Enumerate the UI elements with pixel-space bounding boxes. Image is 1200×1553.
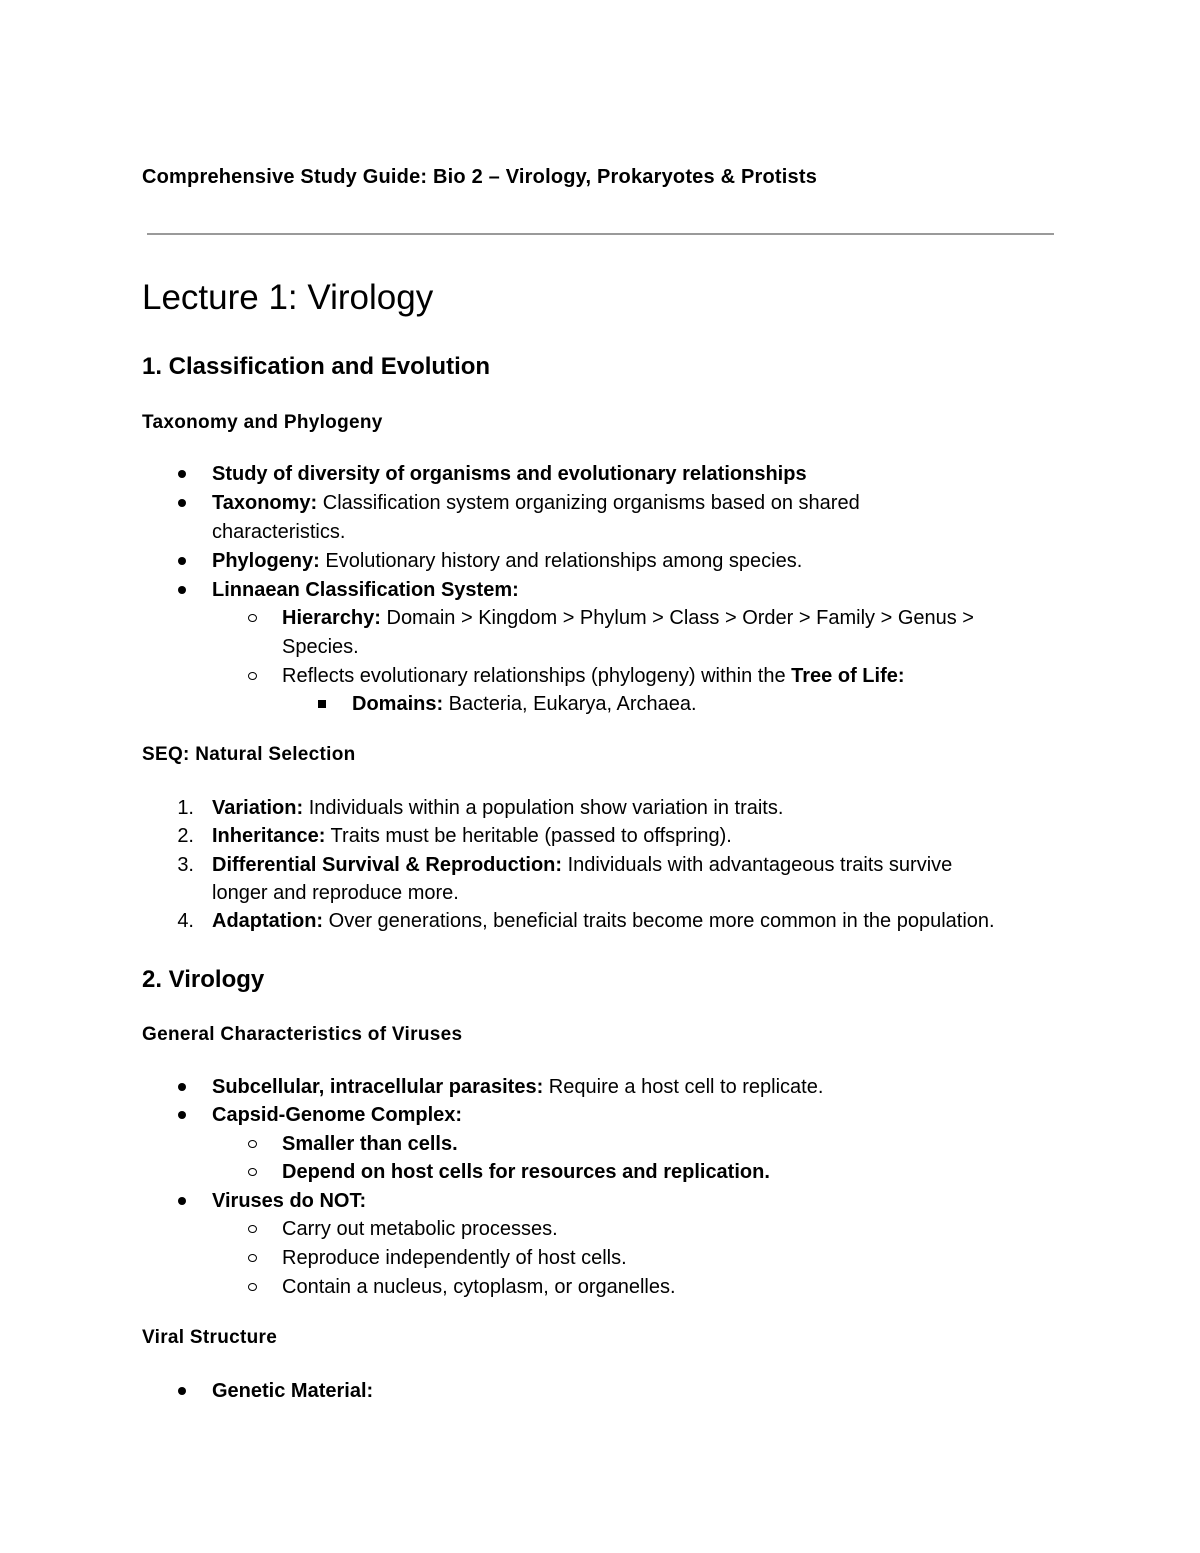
bullet-disc-icon <box>178 470 186 478</box>
document-title: Comprehensive Study Guide: Bio 2 – Virology, Prokaryotes & Protists <box>142 166 818 188</box>
list-item: Viruses do NOT: <box>212 1190 367 1212</box>
bullet-circle-icon <box>248 1283 257 1291</box>
subheading-general-characteristics: General Characteristics of Viruses <box>142 1024 463 1045</box>
bullet-circle-icon <box>248 614 257 622</box>
bullet-circle-icon <box>248 672 257 680</box>
list-item: Smaller than cells. <box>282 1133 458 1155</box>
list-item: Capsid-Genome Complex: <box>212 1104 463 1126</box>
list-item: Domains: Bacteria, Eukarya, Archaea. <box>352 693 697 715</box>
list-item: Subcellular, intracellular parasites: Require a host cell to replicate. <box>212 1076 824 1098</box>
section-heading-classification: 1. Classification and Evolution <box>142 353 491 380</box>
list-item: Study of diversity of organisms and evolutionary relationships <box>212 463 807 485</box>
section-heading-virology: 2. Virology <box>142 966 265 993</box>
list-number: 3. <box>177 854 194 876</box>
list-item: Inheritance: Traits must be heritable (passed to offspring). <box>212 825 732 847</box>
list-item: Linnaean Classification System: <box>212 579 519 601</box>
list-item: Taxonomy: Classification system organizing organisms based on shared <box>212 492 860 514</box>
bullet-disc-icon <box>178 499 186 507</box>
list-item: Contain a nucleus, cytoplasm, or organelles. <box>282 1276 676 1298</box>
bullet-disc-icon <box>178 1083 186 1091</box>
subheading-taxonomy-phylogeny: Taxonomy and Phylogeny <box>142 412 383 433</box>
list-item: Carry out metabolic processes. <box>282 1218 558 1240</box>
list-item-continuation: longer and reproduce more. <box>212 882 459 904</box>
list-item: Variation: Individuals within a population show variation in traits. <box>212 797 784 819</box>
subheading-viral-structure: Viral Structure <box>142 1327 278 1348</box>
bullet-circle-icon <box>248 1254 257 1262</box>
bullet-disc-icon <box>178 557 186 565</box>
list-item: Genetic Material: <box>212 1380 374 1402</box>
subheading-natural-selection: SEQ: Natural Selection <box>142 744 356 765</box>
list-item: Depend on host cells for resources and replication. <box>282 1161 770 1183</box>
list-item: Adaptation: Over generations, beneficial traits become more common in the population. <box>212 910 995 932</box>
bullet-disc-icon <box>178 586 186 594</box>
list-item: Reproduce independently of host cells. <box>282 1247 627 1269</box>
list-item: Phylogeny: Evolutionary history and relationships among species. <box>212 550 803 572</box>
bullet-disc-icon <box>178 1387 186 1395</box>
bullet-disc-icon <box>178 1111 186 1119</box>
bullet-disc-icon <box>178 1197 186 1205</box>
horizontal-rule <box>147 233 1054 235</box>
list-item-continuation: Species. <box>282 636 359 658</box>
list-item: Reflects evolutionary relationships (phylogeny) within the Tree of Life: <box>282 665 905 687</box>
bullet-circle-icon <box>248 1168 257 1176</box>
list-number: 4. <box>177 910 194 932</box>
bullet-square-icon <box>318 700 326 708</box>
list-item: Differential Survival & Reproduction: Individuals with advantageous traits survive <box>212 854 953 876</box>
bullet-circle-icon <box>248 1140 257 1148</box>
lecture-title: Lecture 1: Virology <box>142 278 434 317</box>
list-number: 2. <box>177 825 194 847</box>
list-number: 1. <box>177 797 194 819</box>
list-item-continuation: characteristics. <box>212 521 346 543</box>
bullet-circle-icon <box>248 1225 257 1233</box>
list-item: Hierarchy: Domain > Kingdom > Phylum > Class > Order > Family > Genus > <box>282 607 974 629</box>
